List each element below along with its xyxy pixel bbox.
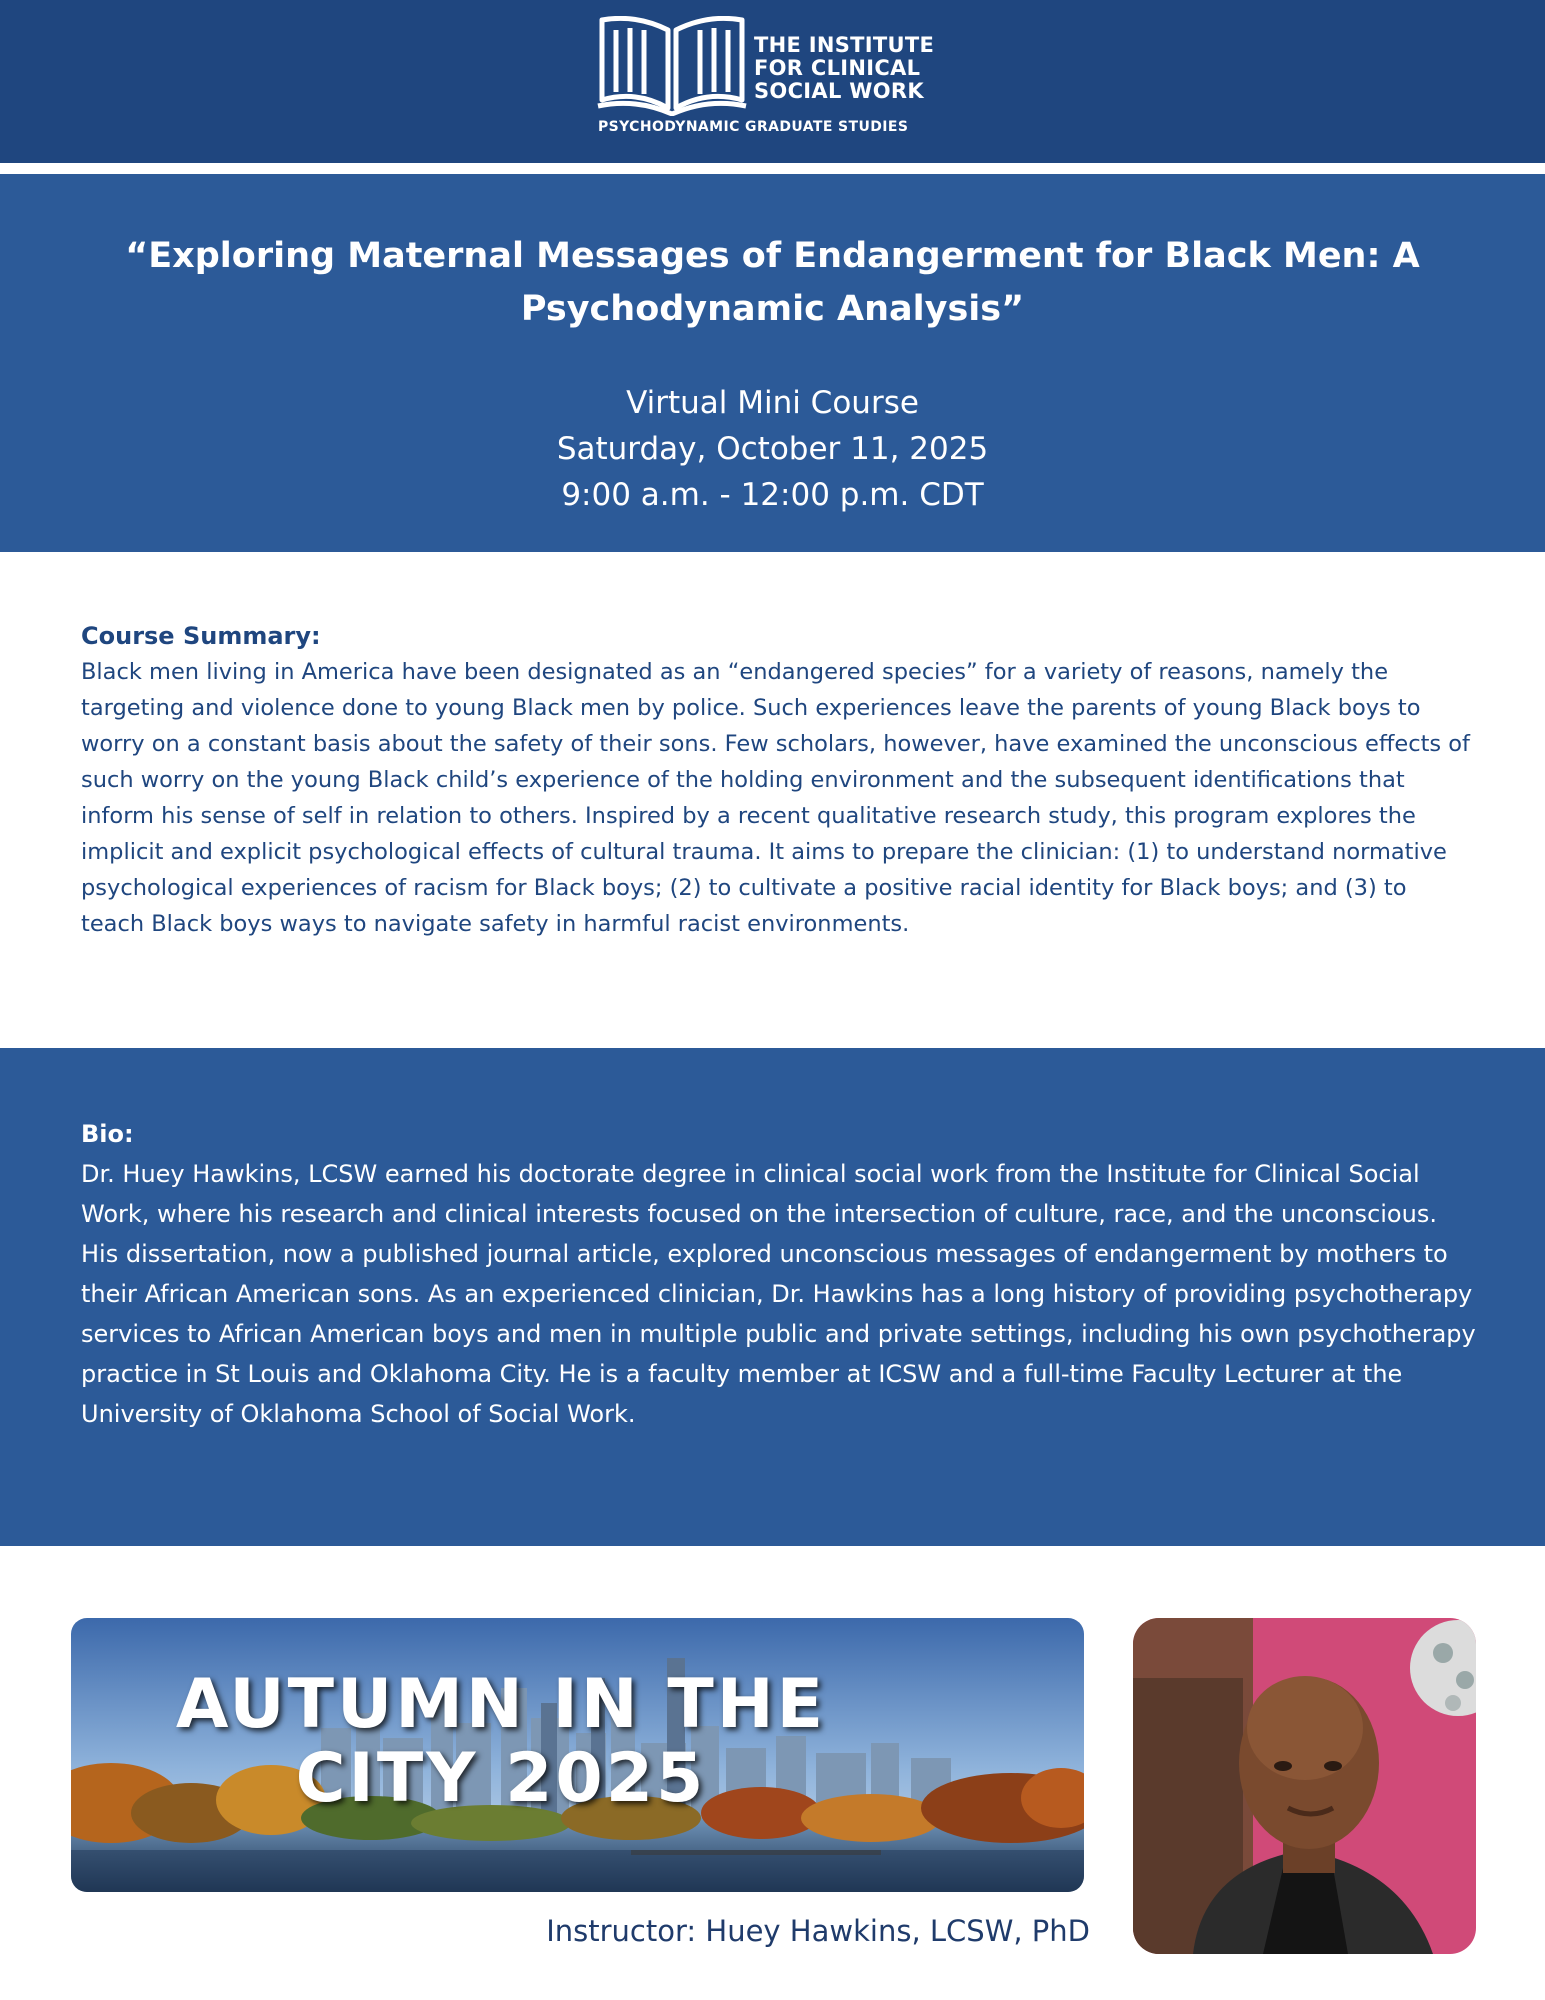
course-title: “Exploring Maternal Messages of Endangerment for Black Men: A Psychodynamic Analysis”: [125, 236, 1420, 329]
course-format: Virtual Mini Course: [626, 385, 919, 421]
instructor-portrait: [1133, 1618, 1476, 1954]
bio-band: [0, 1048, 1545, 1546]
instructor-photo: [1133, 1618, 1476, 1954]
open-book-icon: [596, 16, 748, 116]
course-summary-body: Black men living in America have been designated as an “endangered species” for a variety of reasons, namely the targeting and violence done to young Black men by police. Such experiences leave the parents of young Black boys to worry on a constant basis about the safety of their sons. Few scholars, however, have examined the unconscious effects of such worry on the young Black child’s experience of the holding environment and the subsequent identifications that inform his sense of self in relation to others. Inspired by a recent qualitative research study, this program explores the implicit and explicit psychological effects of cultural trauma. It aims to prepare the clinician: (1) to understand normative psychological experiences of racism for Black boys; (2) to cultivate a positive racial identity for Black boys; and (3) to teach Black boys ways to navigate safety in harmful racist environments.: [81, 659, 1470, 937]
course-summary-section: [81, 618, 1471, 942]
institute-logo[interactable]: [596, 16, 956, 146]
bio-heading: Bio:: [81, 1120, 134, 1148]
course-time: 9:00 a.m. - 12:00 p.m. CDT: [561, 477, 984, 513]
banner-title-line-2: CITY 2025: [295, 1739, 707, 1818]
header-divider: [0, 163, 1545, 169]
bio-body: Dr. Huey Hawkins, LCSW earned his doctorate degree in clinical social work from the Institute for Clinical Social Work, where his research and clinical interests focused on the intersection of culture, race, and the unconscious. His dissertation, now a published journal article, explored unconscious messages of endangerment by mothers to their African American sons. As an experienced clinician, Dr. Hawkins has a long history of providing psychotherapy services to African American boys and men in multiple public and private settings, including his own psychotherapy practice in St Louis and Oklahoma City. He is a faculty member at ICSW and a full-time Faculty Lecturer at the University of Oklahoma School of Social Work.: [81, 1160, 1476, 1428]
logo-subtitle: PSYCHODYNAMIC GRADUATE STUDIES: [598, 119, 909, 135]
logo-line-3: SOCIAL WORK: [754, 79, 924, 103]
header-bar: [0, 0, 1545, 163]
bio-section: [81, 1114, 1481, 1434]
course-details: [0, 380, 1545, 518]
logo-wordmark: [754, 34, 934, 103]
course-title-band: [0, 174, 1545, 552]
instructor-credit: Instructor: Huey Hawkins, LCSW, PhD: [546, 1914, 1090, 1948]
autumn-city-banner: [71, 1618, 1084, 1892]
course-date: Saturday, October 11, 2025: [556, 431, 989, 467]
course-summary-heading: Course Summary:: [81, 622, 321, 650]
logo-line-1: THE INSTITUTE: [754, 33, 935, 57]
banner-title-line-1: AUTUMN IN THE: [175, 1665, 827, 1744]
logo-line-2: FOR CLINICAL: [754, 56, 921, 80]
banner-title: [71, 1665, 931, 1818]
